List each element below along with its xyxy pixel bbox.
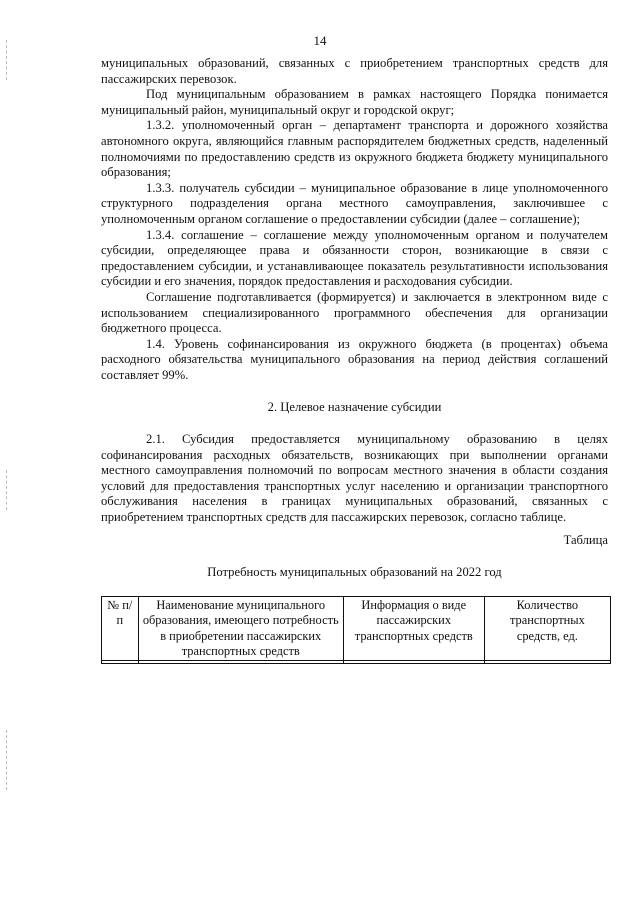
header-number: № п/п xyxy=(102,596,139,661)
header-vehicle-type: Информация о виде пассажирских транспортных средств xyxy=(343,596,484,661)
margin-mark-bottom xyxy=(6,730,8,790)
paragraph-1-4: 1.4. Уровень софинансирования из окружного бюджета (в процентах) объема расходного обязательства муниципального образования на период действия соглашений составляет 99%. xyxy=(101,336,608,382)
document-body xyxy=(101,56,608,664)
paragraph-agreement: Соглашение подготавливается (формируется) и заключается в электронном виде с использованием специализированного программного обеспечения для организации бюджетного процесса. xyxy=(101,289,608,336)
section-heading: 2. Целевое назначение субсидии xyxy=(267,400,442,415)
paragraph-municipal-definition: Под муниципальным образованием в рамках настоящего Порядка понимается муниципальный район, муниципальный округ и городской округ; xyxy=(101,87,608,117)
paragraph-1-3-4: 1.3.4. соглашение – соглашение между уполномоченным органом и получателем субсидии, определяющее права и обязанности сторон, возникающие в связи с предоставлением субсидии, и устанавливающее показатель результативности использования субсидии и его значения, порядок предоставления и расходования субсидии. xyxy=(101,227,608,289)
table-label: Таблица xyxy=(563,532,608,547)
table-row xyxy=(102,661,611,664)
table-title: Потребность муниципальных образований на 2022 год xyxy=(207,565,502,580)
header-vehicle-count: Количество транспортных средств, ед. xyxy=(484,596,610,661)
table-cell xyxy=(102,661,139,664)
table-header-row xyxy=(102,596,611,661)
page-number: 14 xyxy=(313,33,327,48)
table-cell xyxy=(138,661,343,664)
header-municipality: Наименование муниципального образования, имеющего потребность в приобретении пассажирских транспортных средств xyxy=(138,596,343,661)
table-cell xyxy=(343,661,484,664)
margin-mark-middle xyxy=(6,470,8,510)
paragraph-continuation: муниципальных образований, связанных с приобретением транспортных средств для пассажирских перевозок. xyxy=(101,56,608,86)
table-cell xyxy=(484,661,610,664)
paragraph-1-3-3: 1.3.3. получатель субсидии – муниципальное образование в лице уполномоченного структурного подразделения органа местного самоуправления, заключившее с уполномоченным органом соглашение о предоставлении субсидии (далее – соглашение); xyxy=(101,180,608,226)
needs-table xyxy=(101,596,611,665)
paragraph-1-3-2: 1.3.2. уполномоченный орган – департамент транспорта и дорожного хозяйства автономного округа, являющийся главным распорядителем бюджетных средств, наделенный полномочиями по предоставлению средств из окружного бюджета бюджету муниципального образования; xyxy=(101,118,608,180)
paragraph-2-1: 2.1. Субсидия предоставляется муниципальному образованию в целях софинансирования расходных обязательств, возникающих при выполнении органами местного самоуправления полномочий по вопросам местного значения в области создания условий для предоставления транспортных услуг населению и организации транспортного обслуживания населения в границах муниципальных образований, связанных с приобретением транспортных средств для пассажирских перевозок, согласно таблице. xyxy=(101,432,608,525)
